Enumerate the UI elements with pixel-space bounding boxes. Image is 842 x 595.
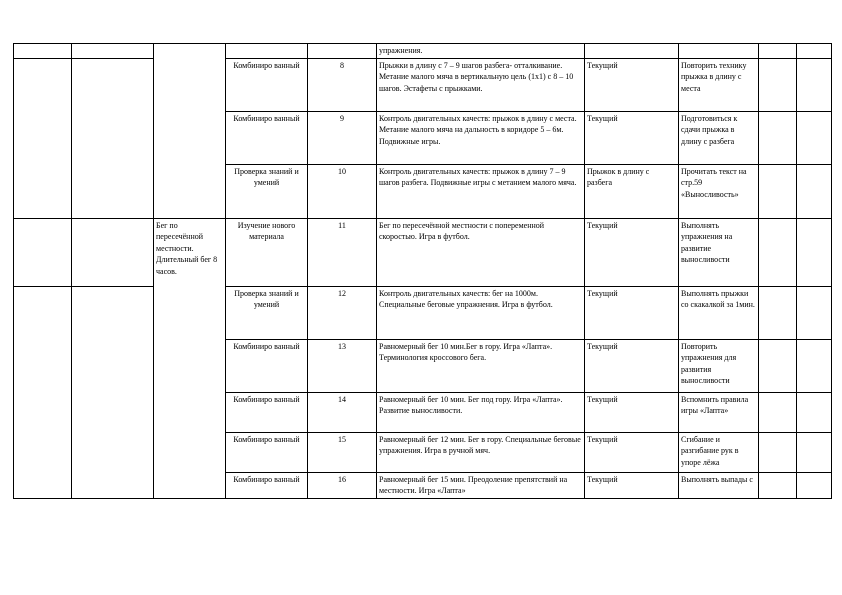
- lesson-type-cell: Проверка знаний и умений: [226, 164, 308, 218]
- lesson-number-cell: 11: [308, 218, 377, 286]
- lesson-type-cell: Комбиниро ванный: [226, 392, 308, 432]
- table-cell: [759, 218, 797, 286]
- homework-cell: Выполнять выпады с: [679, 472, 759, 498]
- homework-cell: Подготовиться к сдачи прыжка в длину с разбега: [679, 111, 759, 164]
- lesson-content-cell: Равномерный бег 12 мин. Бег в гору. Специальные беговые упражнения. Игра в ручной мяч.: [377, 432, 585, 472]
- table-cell: [72, 58, 154, 218]
- lesson-number-cell: [308, 44, 377, 59]
- table-cell: [14, 286, 72, 498]
- homework-cell: Выполнять упражнения на развитие выносливости: [679, 218, 759, 286]
- table-row: [14, 218, 832, 286]
- table-cell: [759, 432, 797, 472]
- table-cell: [797, 286, 832, 339]
- homework-cell: Повторить технику прыжка в длину с места: [679, 58, 759, 111]
- lesson-type-cell: Изучение нового материала: [226, 218, 308, 286]
- table-cell: [14, 58, 72, 218]
- control-cell: Текущий: [585, 286, 679, 339]
- lesson-type-cell: Комбиниро ванный: [226, 111, 308, 164]
- table-cell: [14, 218, 72, 286]
- lesson-number-cell: 9: [308, 111, 377, 164]
- table-cell: [759, 111, 797, 164]
- lesson-plan-table: [13, 43, 832, 499]
- lesson-type-cell: Комбиниро ванный: [226, 339, 308, 392]
- table-cell: [14, 44, 72, 59]
- control-cell: Текущий: [585, 58, 679, 111]
- table-row: [14, 286, 832, 339]
- table-cell: [797, 218, 832, 286]
- table-cell: [759, 392, 797, 432]
- table-cell: [797, 392, 832, 432]
- lesson-number-cell: 15: [308, 432, 377, 472]
- table-cell: [797, 432, 832, 472]
- lesson-number-cell: 10: [308, 164, 377, 218]
- lesson-number-cell: 14: [308, 392, 377, 432]
- table-cell: [759, 286, 797, 339]
- table-cell: [797, 58, 832, 111]
- table-cell: [72, 286, 154, 498]
- topic-cell: Бег по пересечённой местности. Длительный бег 8 часов.: [154, 218, 226, 498]
- table-cell: [797, 164, 832, 218]
- lesson-type-cell: Комбиниро ванный: [226, 432, 308, 472]
- table-cell: [759, 44, 797, 59]
- table-cell: [797, 111, 832, 164]
- control-cell: Текущий: [585, 392, 679, 432]
- control-cell: [585, 44, 679, 59]
- lesson-number-cell: 12: [308, 286, 377, 339]
- control-cell: Текущий: [585, 472, 679, 498]
- control-cell: Текущий: [585, 111, 679, 164]
- lesson-content-cell: упражнения.: [377, 44, 585, 59]
- homework-cell: [679, 44, 759, 59]
- lesson-content-cell: Контроль двигательных качеств: прыжок в длину с места. Метание малого мяча на дальность в коридоре 5 – 6м. Подвижные игры.: [377, 111, 585, 164]
- homework-cell: Прочитать текст на стр.59 «Выносливость»: [679, 164, 759, 218]
- control-cell: Текущий: [585, 218, 679, 286]
- table-cell: [72, 44, 154, 59]
- table-cell: [797, 339, 832, 392]
- homework-cell: Сгибание и разгибание рук в упоре лёжа: [679, 432, 759, 472]
- lesson-type-cell: Комбиниро ванный: [226, 58, 308, 111]
- table-row: [14, 44, 832, 59]
- table-row: [14, 58, 832, 111]
- lesson-content-cell: Равномерный бег 10 мин. Бег под гору. Игра «Лапта». Развитие выносливости.: [377, 392, 585, 432]
- control-cell: Прыжок в длину с разбега: [585, 164, 679, 218]
- table-cell: [759, 164, 797, 218]
- lesson-content-cell: Контроль двигательных качеств: прыжок в длину 7 – 9 шагов разбега. Подвижные игры с метанием малого мяча.: [377, 164, 585, 218]
- topic-cell: [154, 44, 226, 219]
- lesson-content-cell: Бег по пересечённой местности с попеременной скоростью. Игра в футбол.: [377, 218, 585, 286]
- control-cell: Текущий: [585, 339, 679, 392]
- homework-cell: Повторить упражнения для развития выносливости: [679, 339, 759, 392]
- lesson-number-cell: 8: [308, 58, 377, 111]
- lesson-content-cell: Равномерный бег 15 мин. Преодоление препятствий на местности. Игра «Лапта»: [377, 472, 585, 498]
- lesson-type-cell: [226, 44, 308, 59]
- table-cell: [759, 472, 797, 498]
- lesson-number-cell: 13: [308, 339, 377, 392]
- homework-cell: Вспомнить правила игры «Лапта»: [679, 392, 759, 432]
- table-cell: [72, 218, 154, 286]
- lesson-content-cell: Равномерный бег 10 мин.Бег в гору. Игра «Лапта». Терминология кроссового бега.: [377, 339, 585, 392]
- homework-cell: Выполнять прыжки со скакалкой за 1мин.: [679, 286, 759, 339]
- table-cell: [759, 58, 797, 111]
- table-cell: [797, 472, 832, 498]
- lesson-content-cell: Контроль двигательных качеств: бег на 1000м. Специальные беговые упражнения. Игра в футбол.: [377, 286, 585, 339]
- control-cell: Текущий: [585, 432, 679, 472]
- table-cell: [759, 339, 797, 392]
- table-cell: [797, 44, 832, 59]
- lesson-number-cell: 16: [308, 472, 377, 498]
- lesson-content-cell: Прыжки в длину с 7 – 9 шагов разбега- отталкивание. Метание малого мяча в вертикальную цель (1х1) с 8 – 10 шагов. Эстафеты с прыжками.: [377, 58, 585, 111]
- lesson-type-cell: Комбиниро ванный: [226, 472, 308, 498]
- lesson-type-cell: Проверка знаний и умений: [226, 286, 308, 339]
